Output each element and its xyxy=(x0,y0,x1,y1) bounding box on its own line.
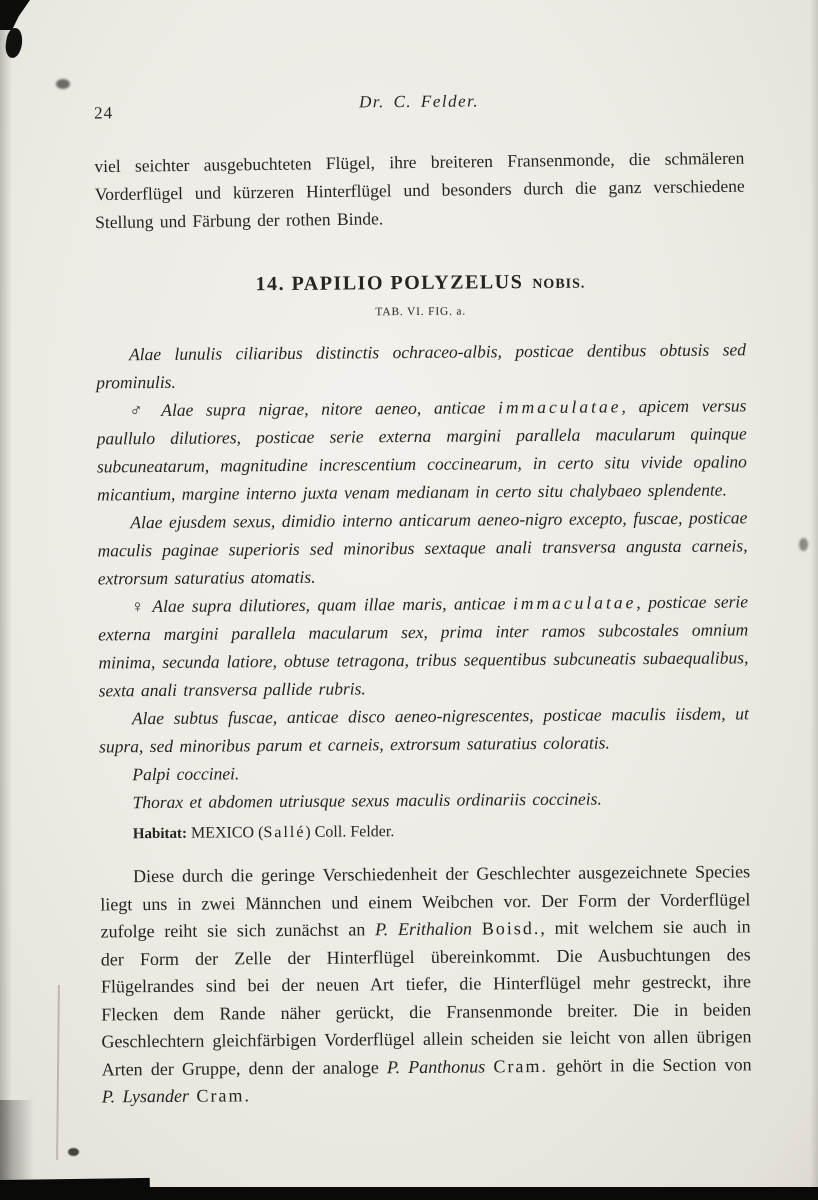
latin-paragraph-6-palpi: Palpi coccinei. xyxy=(132,763,240,785)
latin-paragraph-4-segment: ♀ Alae supra dilutiores, quam illae maris, anticae xyxy=(130,593,514,617)
latin-paragraph-4-emphasis: immaculatae xyxy=(512,592,637,614)
scan-artifact-bottom-left-shadow xyxy=(0,1100,34,1190)
species-reference-panthonus: P. Panthonus xyxy=(386,1055,486,1077)
latin-description xyxy=(96,335,750,816)
latin-paragraph-2-emphasis: immaculatae xyxy=(497,396,622,418)
habitat-label: Habitat: xyxy=(132,825,188,843)
intro-paragraph: viel seichter ausgebuchteten Flügel, ihre breiteren Fransenmonde, die schmäleren Vorderflügel und kürzeren Hinterflügel und besonders durch die ganz verschiedene Stellung und Färbung der rothen Binde. xyxy=(94,147,745,233)
species-heading xyxy=(95,269,745,297)
latin-paragraph-2-segment: , apicem versus paullulo dilutiores, posticae serie externa margini parallela macularum quinque subcuneatarum, magnitudine increscentium coccinearum, in certo situ vivide opalino micantium, margine interno juxta venam medianam in certo situ chalybaeo splendente. xyxy=(96,395,747,505)
latin-paragraph-3: Alae ejusdem sexus, dimidio interno anticarum aeneo-nigro excepto, fuscae, posticae maculis paginae superioris sed minoribus sextaque anali transversa angusta carneis, extrorsum saturatius atomatis. xyxy=(97,507,748,589)
species-heading-author: NOBIS. xyxy=(532,276,586,293)
page-header xyxy=(94,89,744,126)
species-reference-erithalion: P. Erithalion xyxy=(374,918,473,940)
author-cramer: Cram. xyxy=(493,1055,548,1076)
latin-paragraph-7-thorax: Thorax et abdomen utriusque sexus maculis ordinariis coccineis. xyxy=(132,788,602,813)
latin-paragraph-4-segment: , posticae serie externa margini parallela macularum sex, prima inter ramos subcostales omnium minima, secunda latiore, obtuse tetragona, tribus sequentibus subcuneatis subaequalibus, sexta anali transversa pallide rubris. xyxy=(98,591,749,701)
author-boisduval: Boisd. xyxy=(481,917,541,939)
habitat-value: ) Coll. Felder. xyxy=(305,823,395,841)
latin-paragraph-1: Alae lunulis ciliaribus distinctis ochraceo-albis, posticae dentibus obtusis sed prominulis. xyxy=(96,339,747,393)
species-heading-title: 14. PAPILIO POLYZELUS xyxy=(255,271,524,296)
page-number: 24 xyxy=(94,103,114,123)
habitat-value: MEXICO ( xyxy=(186,824,264,842)
latin-paragraph-4-female xyxy=(98,587,749,704)
habitat-collector: Sallé xyxy=(263,823,306,842)
discussion-paragraph xyxy=(100,858,752,1111)
scan-artifact-bottom-band xyxy=(0,1187,818,1200)
plate-reference: TAB. VI. FIG. a. xyxy=(375,305,467,319)
latin-paragraph-5: Alae subtus fuscae, anticae disco aeneo-nigrescentes, posticae maculis iisdem, ut supra, sed minoribus parum et carneis, extrorsum saturatius coloratis. xyxy=(99,703,749,757)
running-header: Dr. C. Felder. xyxy=(358,91,480,112)
latin-paragraph-2-segment: ♂ Alae supra nigrae, nitore aeneo, anticae xyxy=(129,397,499,421)
species-reference-lysander: P. Lysander xyxy=(101,1085,190,1107)
discussion-segment: Diese durch die geringe Verschiedenheit der Geschlechter ausgezeichnete Species liegt uns in zwei Männchen und einem Weibchen vor. Der Form der Vorderflügel zufolge reiht sie sich zunächst an xyxy=(100,861,751,942)
habitat-line xyxy=(100,815,750,848)
scan-artifact-speck-bottom-left xyxy=(68,1148,79,1156)
latin-paragraph-2-male xyxy=(96,391,747,508)
author-cramer: Cram. xyxy=(196,1085,252,1106)
discussion-segment: , mit welchem sie auch in der Form der Zelle der Hinterflügel übereinkommt. Die Ausbuchtungen des Flügelrandes sind bei der neuen Art tiefer, die Hinterflügel mehr gestreckt, ihre Flecken dem Rande näher gerückt, die Fransenmonde breiter. Die in beiden Geschlechtern gleichfärbigen Vorderflügel allein scheiden sie leicht von allen übrigen Arten der Gruppe, denn der analoge xyxy=(100,916,752,1079)
discussion-segment: gehört in die Section von xyxy=(547,1053,752,1076)
